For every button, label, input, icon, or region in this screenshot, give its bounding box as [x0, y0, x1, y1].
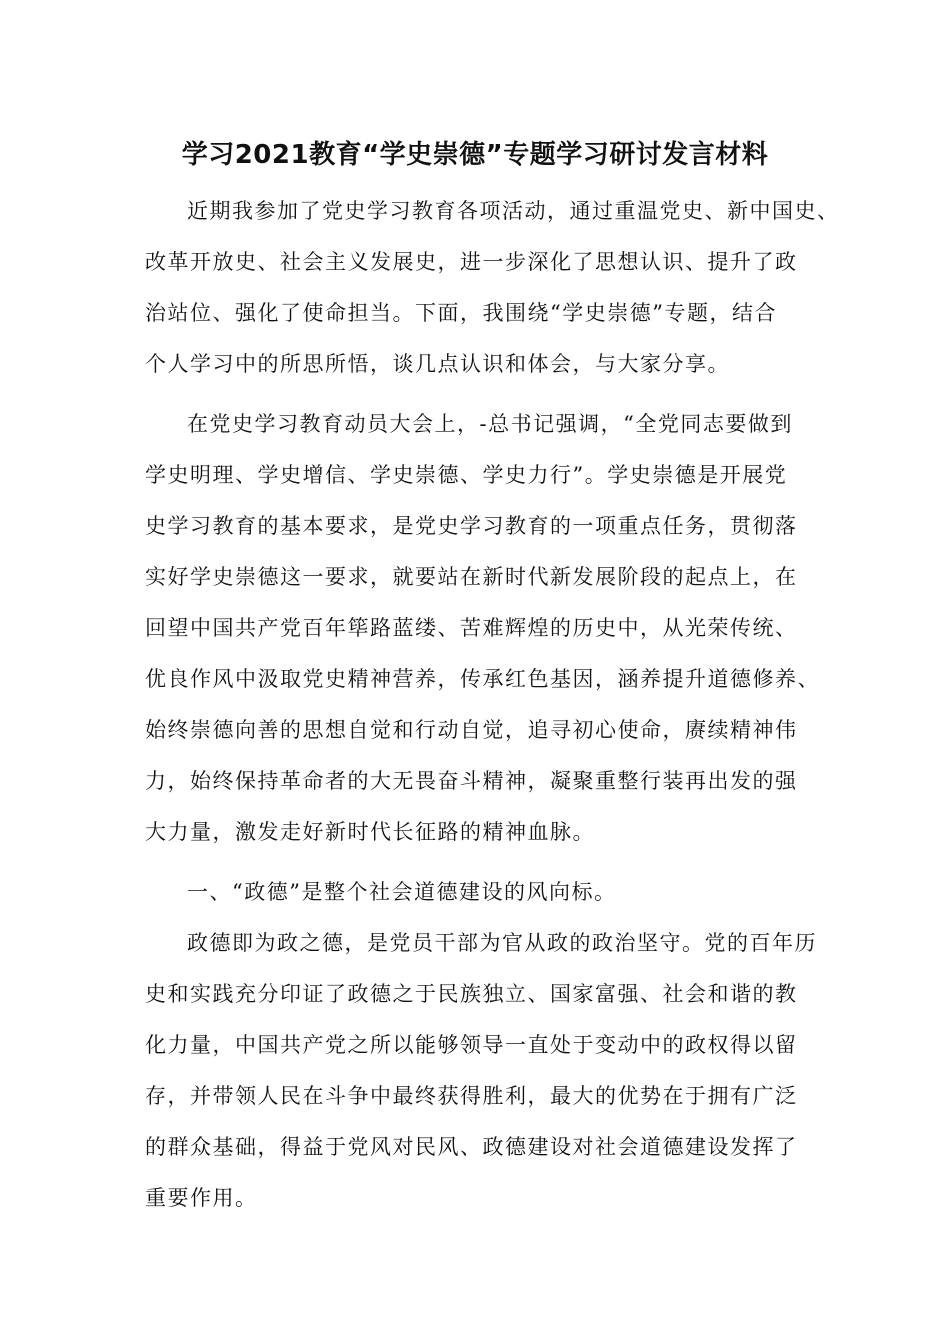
text-line: 大力量，激发走好新时代长征路的精神血脉。 — [145, 820, 595, 844]
text-line: 学史明理、学史增信、学史崇德、学史力行”。学史崇德是开展党 — [145, 463, 788, 487]
document-body — [145, 186, 840, 1224]
document-title: 学习2021教育“学史崇德”专题学习研讨发言材料 — [181, 140, 769, 170]
section-heading-1 — [145, 867, 825, 918]
text-line: 个人学习中的所思所悟，谈几点认识和体会，与大家分享。 — [145, 352, 730, 376]
paragraph-gap — [145, 390, 825, 399]
text-line: 史学习教育的基本要求，是党史学习教育的一项重点任务，贯彻落 — [145, 514, 798, 538]
paragraph-2 — [145, 399, 825, 858]
text-line: 重要作用。 — [145, 1186, 258, 1210]
text-line: 力，始终保持革命者的大无畏奋斗精神，凝聚重整行装再出发的强 — [145, 769, 798, 793]
paragraph-gap — [145, 858, 825, 867]
section-heading-text: 一、“政德”是整个社会道德建设的风向标。 — [187, 880, 617, 904]
text-line: 实好学史崇德这一要求，就要站在新时代新发展阶段的起点上，在 — [145, 565, 798, 589]
text-line: 的群众基础，得益于党风对民风、政德建设对社会道德建设发挥了 — [145, 1135, 798, 1159]
paragraph-1 — [145, 186, 840, 390]
text-line: 史和实践充分印证了政德之于民族独立、国家富强、社会和谐的教 — [145, 982, 798, 1006]
text-line: 在党史学习教育动员大会上，-总书记强调，“全党同志要做到 — [187, 412, 793, 436]
text-line: 治站位、强化了使命担当。下面，我围绕“学史崇德”专题，结合 — [145, 301, 777, 325]
text-line: 政德即为政之德，是党员干部为官从政的政治坚守。党的百年历 — [187, 931, 817, 955]
text-line: 化力量，中国共产党之所以能够领导一直处于变动中的政权得以留 — [145, 1033, 798, 1057]
text-line: 改革开放史、社会主义发展史，进一步深化了思想认识、提升了政 — [145, 250, 798, 274]
text-line: 回望中国共产党百年筚路蓝缕、苦难辉煌的历史中，从光荣传统、 — [145, 616, 798, 640]
text-line: 存，并带领人民在斗争中最终获得胜利，最大的优势在于拥有广泛 — [145, 1084, 798, 1108]
text-line: 优良作风中汲取党史精神营养，传承红色基因，涵养提升道德修养、 — [145, 667, 820, 691]
paragraph-3 — [145, 918, 825, 1224]
text-line: 近期我参加了党史学习教育各项活动，通过重温党史、新中国史、 — [187, 199, 840, 223]
text-line: 始终崇德向善的思想自觉和行动自觉，追寻初心使命，赓续精神伟 — [145, 718, 798, 742]
